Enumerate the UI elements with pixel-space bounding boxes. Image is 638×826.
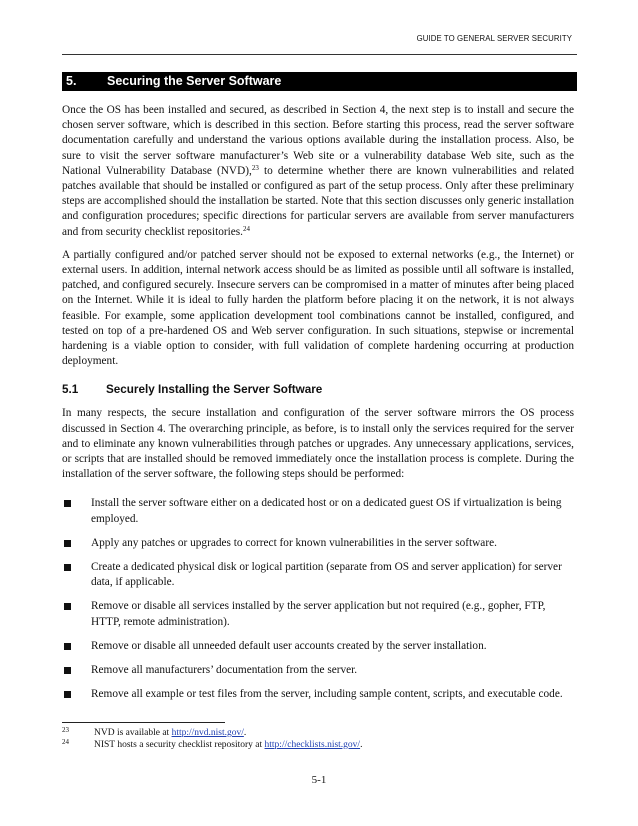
list-item (62, 663, 574, 678)
subsection-number: 5.1 (62, 383, 79, 397)
footnote-number: 24 (62, 738, 69, 746)
square-bullet-icon (64, 500, 71, 507)
list-item (62, 639, 574, 654)
section-heading (62, 72, 577, 91)
subsection-heading (62, 383, 574, 396)
square-bullet-icon (64, 643, 71, 650)
intro-text-b: to determine whether there are known vulnerabilities and related patches available that should be installed or configured as part of the setup process. Only after these preliminary steps are accomplished should the installation be started. Note that this section discusses only generic installation and configuration procedures; specific directions for particular servers are available from server manufacturers and from security checklist repositories. (62, 164, 574, 238)
footnote-24 (62, 739, 574, 751)
nvd-link[interactable]: http://nvd.nist.gov/ (171, 728, 244, 738)
list-item-text: Apply any patches or upgrades to correct for known vulnerabilities in the server software. (91, 536, 497, 549)
footnote-ref-24[interactable]: 24 (243, 224, 251, 233)
square-bullet-icon (64, 564, 71, 571)
footnote-tail: . (360, 740, 363, 750)
list-item (62, 599, 574, 629)
square-bullet-icon (64, 540, 71, 547)
square-bullet-icon (64, 603, 71, 610)
list-item (62, 560, 574, 590)
intro-paragraph-2: A partially configured and/or patched server should not be exposed to external networks (e.g., the Internet) or external users. In addition, internal network access should be as limited as possible until all software is installed, patched, and configured securely. Insecure servers can be compromised in a matter of minutes after being placed on the Internet. While it is ideal to fully harden the platform before placing it on the network, it is not always feasible. For example, some application development tool combinations cannot be installed, configured, and tested on top of a pre-hardened OS and Web server configuration. In such situations, stepwise or incremental hardening is a viable option to consider, with full validation of complete hardening occurring at production deployment. (62, 248, 574, 368)
install-steps-list (62, 496, 574, 702)
list-item-text: Install the server software either on a dedicated host or on a dedicated guest OS if virtualization is being employed. (91, 497, 562, 525)
running-header: GUIDE TO GENERAL SERVER SECURITY (416, 34, 572, 43)
list-item-text: Remove all example or test files from the server, including sample content, scripts, and executable code. (91, 688, 563, 701)
list-item (62, 496, 574, 526)
section-number: 5. (66, 74, 77, 88)
subsection-title: Securely Installing the Server Software (106, 383, 323, 397)
intro-paragraph-1 (62, 103, 574, 240)
list-item-text: Remove or disable all unneeded default user accounts created by the server installation. (91, 639, 487, 652)
page-number: 5-1 (311, 774, 327, 786)
square-bullet-icon (64, 667, 71, 674)
footnote-ref-23[interactable]: 23 (251, 163, 259, 172)
footnote-text: NIST hosts a security checklist repository at (94, 740, 265, 750)
footnote-text: NVD is available at (94, 728, 172, 738)
footnotes (62, 727, 574, 751)
footnote-number: 23 (62, 726, 69, 734)
main-content (62, 103, 574, 712)
footnote-tail: . (243, 728, 247, 738)
list-item-text: Remove or disable all services installed by the server application but not required (e.g., gopher, FTP, HTTP, remote administration). (91, 600, 546, 628)
footnote-rule (62, 722, 225, 723)
list-item (62, 687, 574, 702)
list-item-text: Remove all manufacturers’ documentation from the server. (91, 664, 358, 677)
checklists-link[interactable]: http://checklists.nist.gov/ (264, 740, 361, 750)
intro-text-a: Once the OS has been installed and secured, as described in Section 4, the next step is to install and secure the chosen server software, which is described in this section. Before starting this process, read the server software documentation carefully and understand the various options available during the installation process. Also, be sure to visit the server software manufacturer’s Web site or a vulnerability database Web site, such as the National Vulnerability Database (NVD), (62, 104, 574, 177)
list-item-text: Create a dedicated physical disk or logical partition (separate from OS and server application) for server data, if applicable. (91, 561, 562, 589)
subsection-paragraph: In many respects, the secure installation and configuration of the server software mirrors the OS process discussed in Section 4. The overarching principle, as before, is to install only the services required for the server and to eliminate any known vulnerabilities through patches or upgrades. Any unnecessary applications, services, or scripts that are installed should be removed immediately once the installation process is complete. During the installation of the server software, the following steps should be performed: (62, 407, 574, 481)
square-bullet-icon (64, 691, 71, 698)
footnote-23 (62, 727, 574, 739)
section-title: Securing the Server Software (107, 74, 282, 88)
list-item (62, 536, 574, 551)
header-rule (62, 54, 577, 55)
